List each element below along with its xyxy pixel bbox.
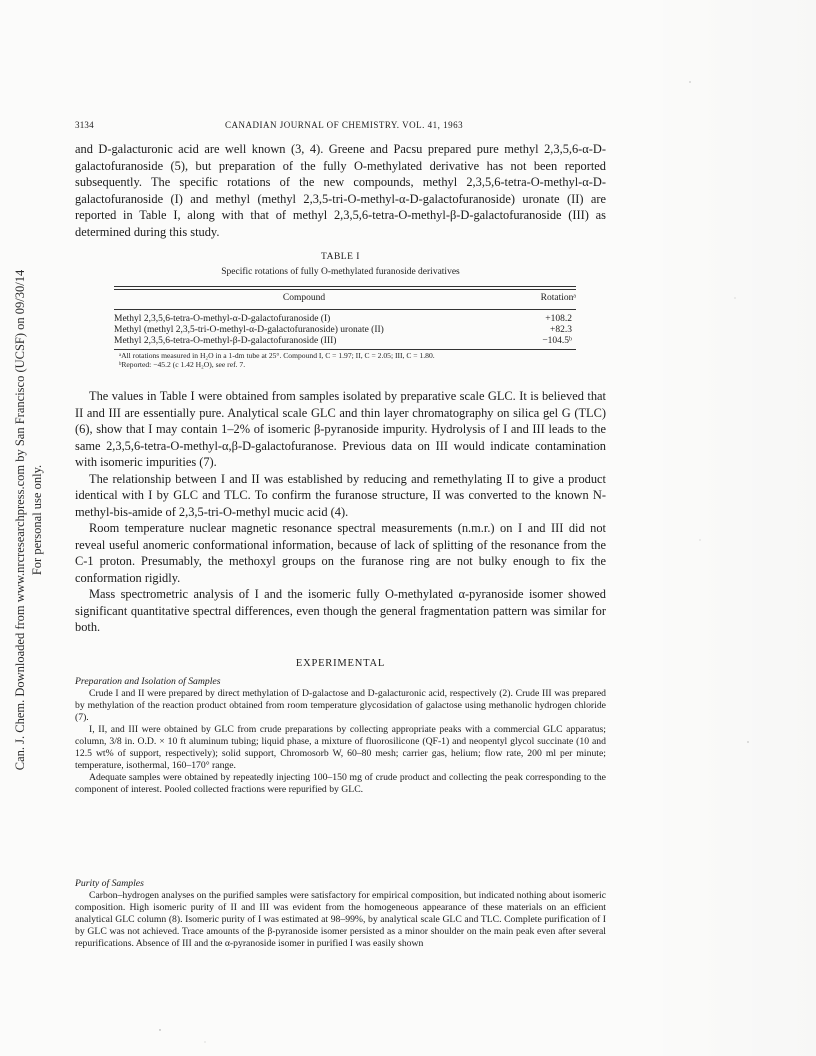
intro-paragraph: and D-galacturonic acid are well known (3, 4). Greene and Pacsu prepared pure methyl 2,3,5,6-α-D-galactofuranoside (5), but preparation of the fully O-methylated derivative has not been reported subsequently. The specific rotations of the new compounds, methyl 2,3,5,6-tetra-O-methyl-α-D-galactofuranoside (I) and methyl (methyl 2,3,5-tri-O-methyl-α-D-galactofuranoside) uronate (II) are reported in Table I, along with that of methyl 2,3,5,6-tetra-O-methyl-β-D-galactofuranoside (III) as determined during this study. [75,142,606,239]
watermark-line-2: For personal use only. [30,464,44,576]
download-watermark [12,0,46,1040]
paragraph: The relationship between I and II was established by reducing and remethylating II to give a product identical with I by GLC and TLC. To confirm the furanose structure, II was converted to the known N-methyl-bis-amide of 2,3,5-tri-O-methyl mucic acid (4). [75,471,606,519]
table-row [114,314,576,325]
paragraph: Crude I and II were prepared by direct methylation of D-galactose and D-galacturonic acid, respectively (2). Crude III was prepared by methylation of the reaction product obtained from room temperature glycosidation of galactose using methanolic hydrogen chloride (7). [75,688,606,723]
paragraph: Carbon–hydrogen analyses on the purified samples were satisfactory for empirical composition, but indicated nothing about isomeric composition. High isomeric purity of II and III was evident from the homogeneous appearance of these materials on an efficient analytical GLC column (8). Isomeric purity of I was estimated at 98–99%, by analytical scale GLC and TLC. Complete purification of I by GLC was not achieved. Trace amounts of the β-pyranoside isomer persisted as a minor shoulder on the main peak even after several repurifications. Absence of III and the α-pyranoside isomer in purified I was easily shown [75,890,606,949]
table-bottom-rule [114,349,576,350]
col-compound-header: Compound [282,293,326,303]
paragraph: Room temperature nuclear magnetic resonance spectral measurements (n.m.r.) on I and III did not reveal useful anomeric conformational information, because of lack of splitting of the resonance from the C-1 proton. Presumably, the methoxyl groups on the furanose ring are not bulky enough to fix the conformation rigidly. [75,521,606,585]
footnote-b: ᵇReported: −45.2 (c 1.42 H₂O), see ref. 7. [119,360,246,369]
journal-title: CANADIAN JOURNAL OF CHEMISTRY. VOL. 41, 1963 [225,120,464,130]
table-footnotes [119,351,589,369]
intro-text [75,141,606,240]
discussion-text [75,388,606,636]
subsection-heading: Preparation and Isolation of Samples [75,676,221,687]
table-top-rule-2 [114,289,576,290]
footnote-a: ᵃAll rotations measured in H₂O in a 1-dm tube at 25°. Compound I, C = 1.97; II, C = 2.05; III, C = 1.80. [119,351,435,360]
table-row [114,336,576,347]
experimental-section-2 [75,878,606,950]
col-rotation-header: Rotationᵃ [540,293,576,303]
table-title: TABLE I [321,252,360,262]
watermark-line-1: Can. J. Chem. Downloaded from www.nrcresearchpress.com by San Francisco (UCSF) on 09/30/14 [13,269,27,771]
rotation-cell: +108.2 [545,314,572,324]
experimental-section-1 [75,676,606,796]
scan-shading [640,0,816,1056]
compound-cell: Methyl 2,3,5,6-tetra-O-methyl-β-D-galactofuranoside (III) [114,336,337,346]
table-header-rule [114,309,576,310]
paragraph: Adequate samples were obtained by repeatedly injecting 100–150 mg of crude product and collecting the peak corresponding to the component of interest. Pooled collected fractions were repurified by GLC. [75,772,606,795]
paragraph: Mass spectrometric analysis of I and the isomeric fully O-methylated α-pyranoside isomer showed significant quantitative spectral differences, even though the general fragmentation pattern was similar for both. [75,587,606,634]
compound-cell: Methyl (methyl 2,3,5-tri-O-methyl-α-D-galactofuranoside) uronate (II) [114,325,384,335]
subsection-heading: Purity of Samples [75,878,144,889]
section-heading: EXPERIMENTAL [295,658,386,669]
table-row [114,325,576,336]
rotation-cell: +82.3 [550,325,572,335]
table-caption: Specific rotations of fully O-methylated furanoside derivatives [221,267,460,277]
compound-cell: Methyl 2,3,5,6-tetra-O-methyl-α-D-galactofuranoside (I) [114,314,331,324]
paragraph: I, II, and III were obtained by GLC from crude preparations by collecting appropriate peaks with a commercial GLC apparatus; column, 3/8 in. O.D. × 10 ft aluminum tubing; liquid phase, a mixture of fluorosilicone (QF-1) and neopentyl glycol succinate (10 and 12.5 wt% of support, respectively); solid support, Chromosorb W, 60–80 mesh; carrier gas, helium; flow rate, 200 ml per minute; temperature, isothermal, 160–170° range. [75,724,606,771]
page-number: 3134 [75,120,94,130]
paragraph: The values in Table I were obtained from samples isolated by preparative scale GLC. It is believed that II and III are essentially pure. Analytical scale GLC and thin layer chromatography on silica gel G (TLC) (6), show that I may contain 1–2% of isomeric β-pyranoside impurity. Hydrolysis of I and III leads to the same 2,3,5,6-tetra-O-methyl-α,β-D-galactofuranose. Previous data on III would indicate contamination with isomeric impurities (7). [75,389,606,469]
table-top-rule [114,286,576,287]
rotation-cell: −104.5ᵇ [542,336,572,346]
